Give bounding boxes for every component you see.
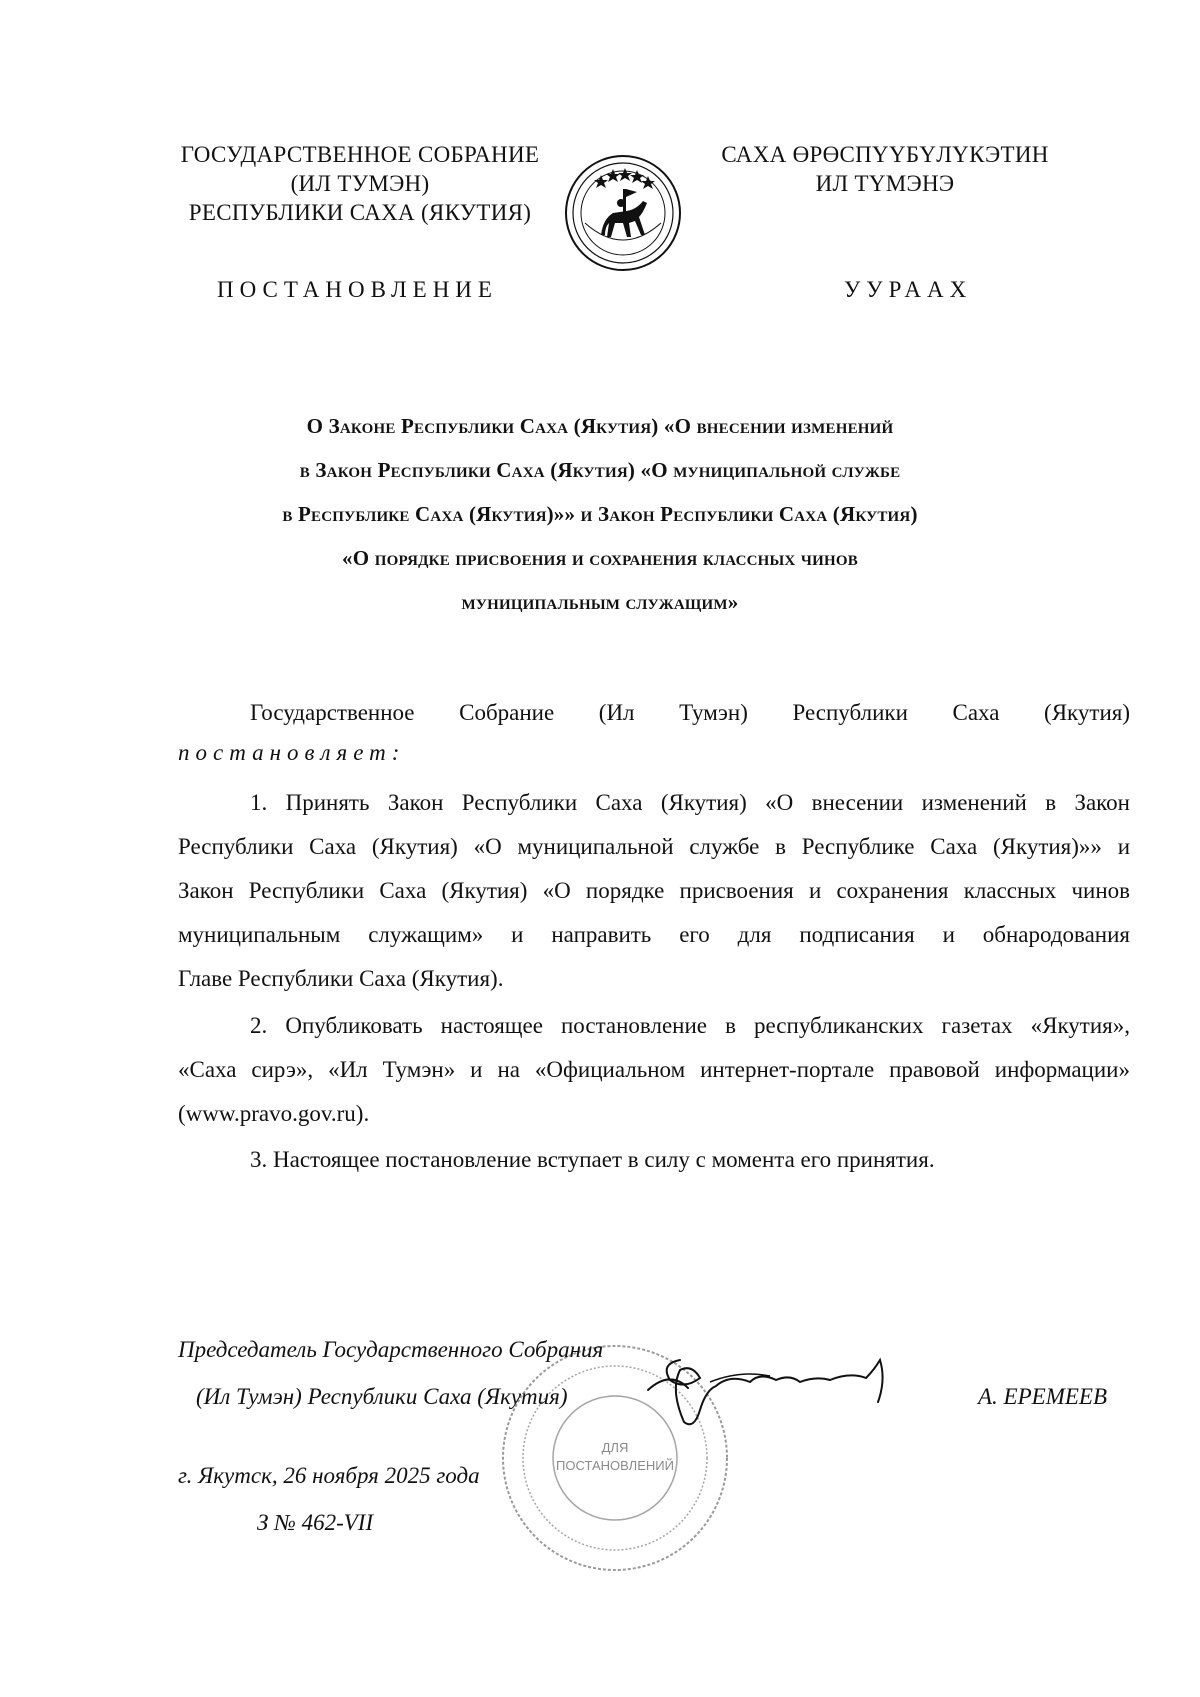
doc-type-sakha: УУРААХ [844,277,973,302]
intro-word: Саха [952,700,1000,725]
stamp-label-2: ПОСТАНОВЛЕНИЙ [556,1458,674,1473]
stamp-label [602,1440,629,1455]
title-line: в Республике Саха (Якутия)»» и Закон Республики Саха (Якутия) [282,502,918,526]
header-left-block [150,140,570,227]
paragraph-1-line: 1. Принять Закон Республики Саха (Якутия) «О внесении изменений в Закон [250,790,1130,815]
paragraph-1-line: муниципальным служащим» и направить его для подписания и обнародования [178,922,1130,947]
handwritten-signature [640,1330,910,1430]
title-line: в Закон Республики Саха (Якутия) «О муниципальной службе [299,458,901,482]
doc-type-ru: ПОСТАНОВЛЕНИЕ [217,277,498,302]
signatory-name: А. ЕРЕМЕЕВ [978,1384,1108,1409]
intro-word: (Ил [598,700,635,725]
paragraph-1-line: Республики Саха (Якутия) «О муниципальной службе в Республике Саха (Якутия)»» и [178,834,1130,859]
paragraph-3: 3. Настоящее постановление вступает в силу с момента его принятия. [250,1147,935,1172]
header-right-line: САХА ӨРӨСПҮҮБҮЛҮКЭТИН [721,142,1049,167]
document-number: З № 462-VII [257,1510,374,1535]
intro-line [178,700,1130,726]
paragraph-2-line: 2. Опубликовать настоящее постановление в республиканских газетах «Якутия», [250,1013,1130,1038]
yakutia-coat-of-arms-icon [563,153,683,273]
header-right-block [685,140,1085,198]
header-right-line: ИЛ ТҮМЭНЭ [815,171,955,196]
intro-word: Собрание [459,700,555,725]
header-left-line: РЕСПУБЛИКИ САХА (ЯКУТИЯ) [188,200,532,225]
header-left-line: (ИЛ ТУМЭН) [290,171,430,196]
paragraph-1-line: Главе Республики Саха (Якутия). [178,966,504,991]
title-line: О Законе Республики Саха (Якутия) «О внесении изменений [306,414,894,438]
intro-word: Тумэн) [679,700,748,725]
intro-verb: постановляет: [178,740,406,765]
document-title [150,404,1050,624]
title-line: «О порядке присвоения и сохранения классных чинов [342,546,858,570]
paragraph-2-line: (www.pravo.gov.ru). [178,1101,370,1126]
stamp-label-word: ДЛЯ [601,1440,629,1455]
paragraph-1-line: Закон Республики Саха (Якутия) «О порядке присвоения и сохранения классных чинов [178,878,1130,903]
header-left-line: ГОСУДАРСТВЕННОЕ СОБРАНИЕ [180,142,540,167]
intro-word: Государственное [250,700,415,725]
signatory-title-line: (Ил Тумэн) Республики Саха (Якутия) [196,1384,568,1409]
title-line: муниципальным служащим» [461,590,739,614]
intro-word: Республики [792,700,908,725]
place-and-date: г. Якутск, 26 ноября 2025 года [178,1463,480,1488]
intro-word: (Якутия) [1044,700,1130,725]
signatory-title-line: Председатель Государственного Собрания [178,1337,604,1362]
paragraph-2-line: «Саха сирэ», «Ил Тумэн» и на «Официальном интернет-портале правовой информации» [178,1057,1130,1082]
